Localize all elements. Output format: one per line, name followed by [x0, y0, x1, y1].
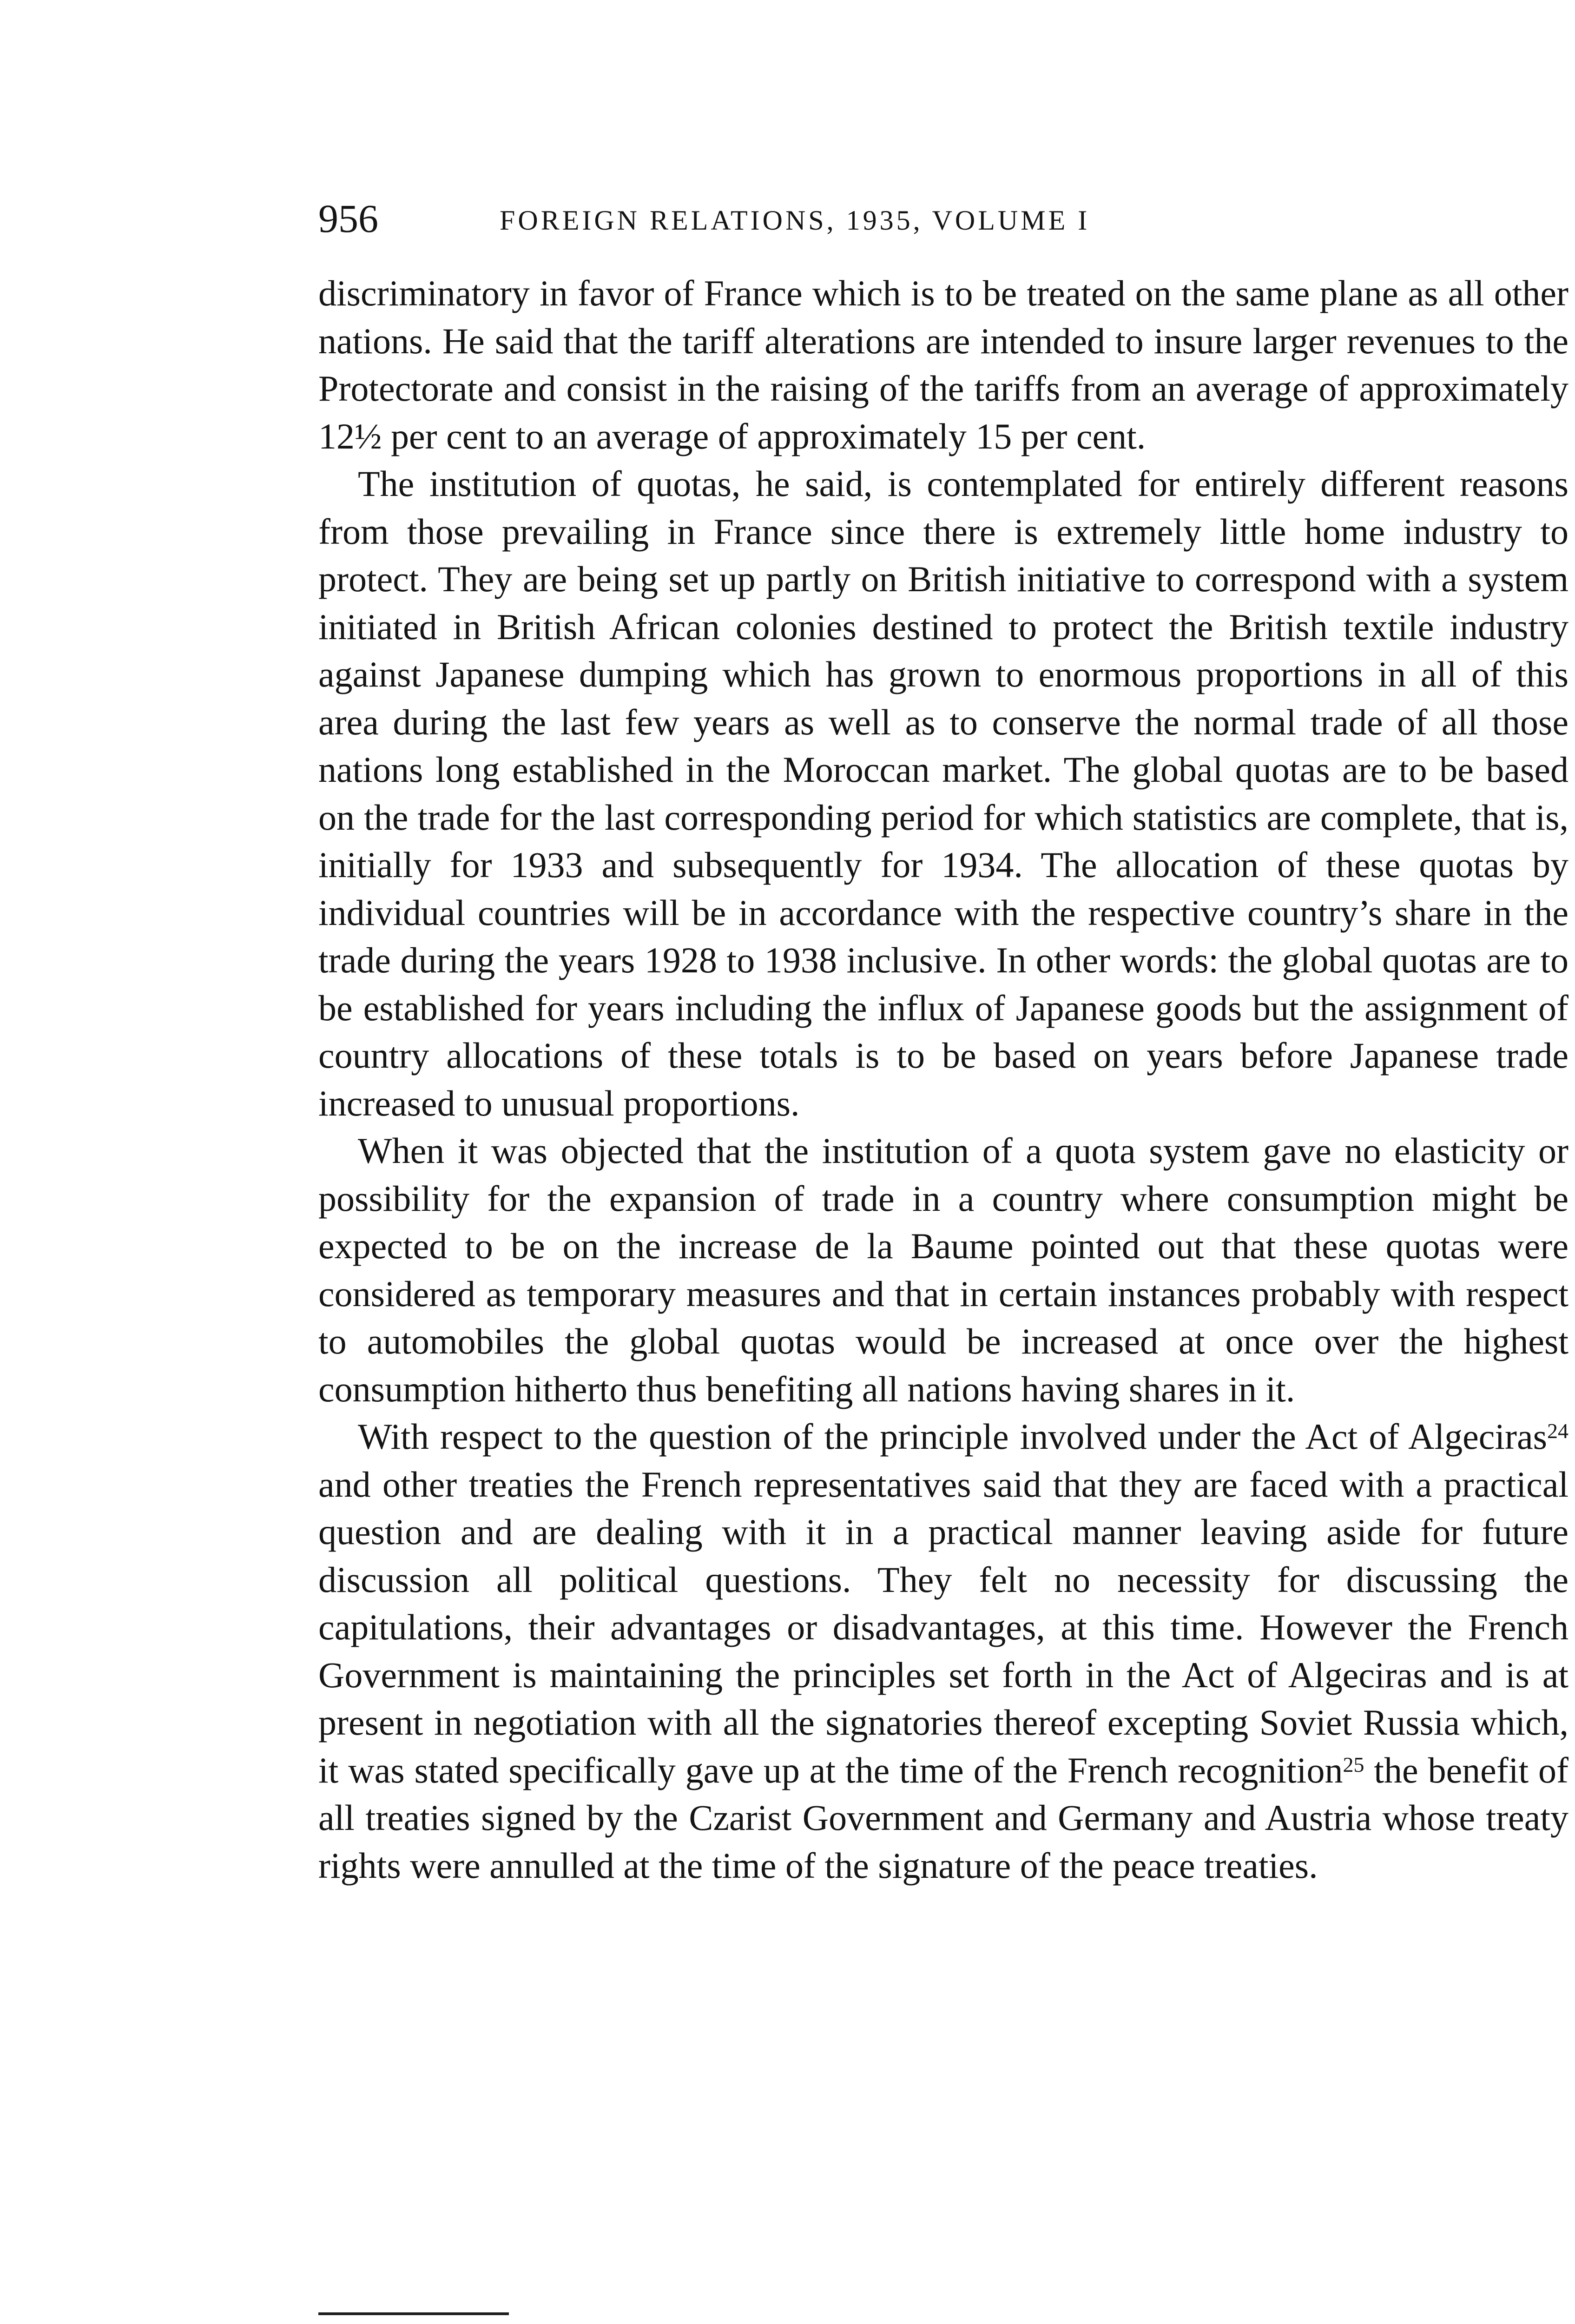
page-number: 956: [318, 196, 378, 241]
paragraph-text: the benefit of all treaties signed by the Czarist Government and Germany and Austria whose treaty rights were annulled at the time of the signature of the peace treaties.: [318, 1750, 1569, 1886]
paragraph: [318, 1413, 1568, 1889]
paragraph-text: discriminatory in favor of France which is to be treated on the same plane as all other nations. He said that the tariff alterations are intended to insure larger revenues to the Protectorate and consist in the raising of the tariffs from an average of approximately 12½ per cent to an average of approximately 15 per cent.: [318, 273, 1568, 456]
paragraph-text: With respect to the question of the principle involved under the Act of Algeciras: [358, 1416, 1547, 1457]
footnote-separator: [318, 2312, 509, 2315]
paragraph-text: The institution of quotas, he said, is contemplated for entirely different reasons from those prevailing in France since there is extremely little home industry to protect. They are being set up partly on British initiative to correspond with a system initiated in British African colonies destined to protect the British textile industry against Japanese dumping which has grown to enormous proportions in all of this area during the last few years as well as to conserve the normal trade of all those nations long established in the Moroccan market. The global quotas are to be based on the trade for the last corresponding period for which statistics are complete, that is, initially for 1933 and subsequently for 1934. The allocation of these quotas by individual countries will be in accordance with the respective country’s share in the trade during the years 1928 to 1938 inclusive. In other words: the global quotas are to be established for years including the influx of Japanese goods but the assignment of country allocations of these totals is to be based on years before Japanese trade increased to unusual proportions.: [318, 463, 1568, 1123]
page-header: [318, 191, 1568, 251]
footnote-reference: 25: [1343, 1752, 1364, 1776]
paragraph: [318, 460, 1568, 1127]
footnote-reference: 24: [1547, 1419, 1568, 1443]
paragraph: [318, 1127, 1568, 1413]
paragraph-text: and other treaties the French representatives said that they are faced with a practical question and are dealing with it in a practical manner leaving aside for future discussion all political questions. They felt no necessity for discussing the capitulations, their advantages or disadvantages, at this time. However the French Government is maintaining the principles set forth in the Act of Algeciras and is at present in negotiation with all the signatories thereof excepting Soviet Russia which, it was stated specifically gave up at the time of the French recognition: [318, 1464, 1568, 1790]
body-text: [318, 270, 1568, 1889]
running-head: FOREIGN RELATIONS, 1935, VOLUME I: [500, 205, 1090, 236]
paragraph-text: When it was objected that the institution of a quota system gave no elasticity or possibility for the expansion of trade in a country where consumption might be expected to be on the increase de la Baume pointed out that these quotas were considered as temporary measures and that in certain instances probably with respect to automobiles the global quotas would be increased at once over the highest consumption hitherto thus benefiting all nations having shares in it.: [318, 1130, 1568, 1409]
paragraph: [318, 270, 1568, 460]
